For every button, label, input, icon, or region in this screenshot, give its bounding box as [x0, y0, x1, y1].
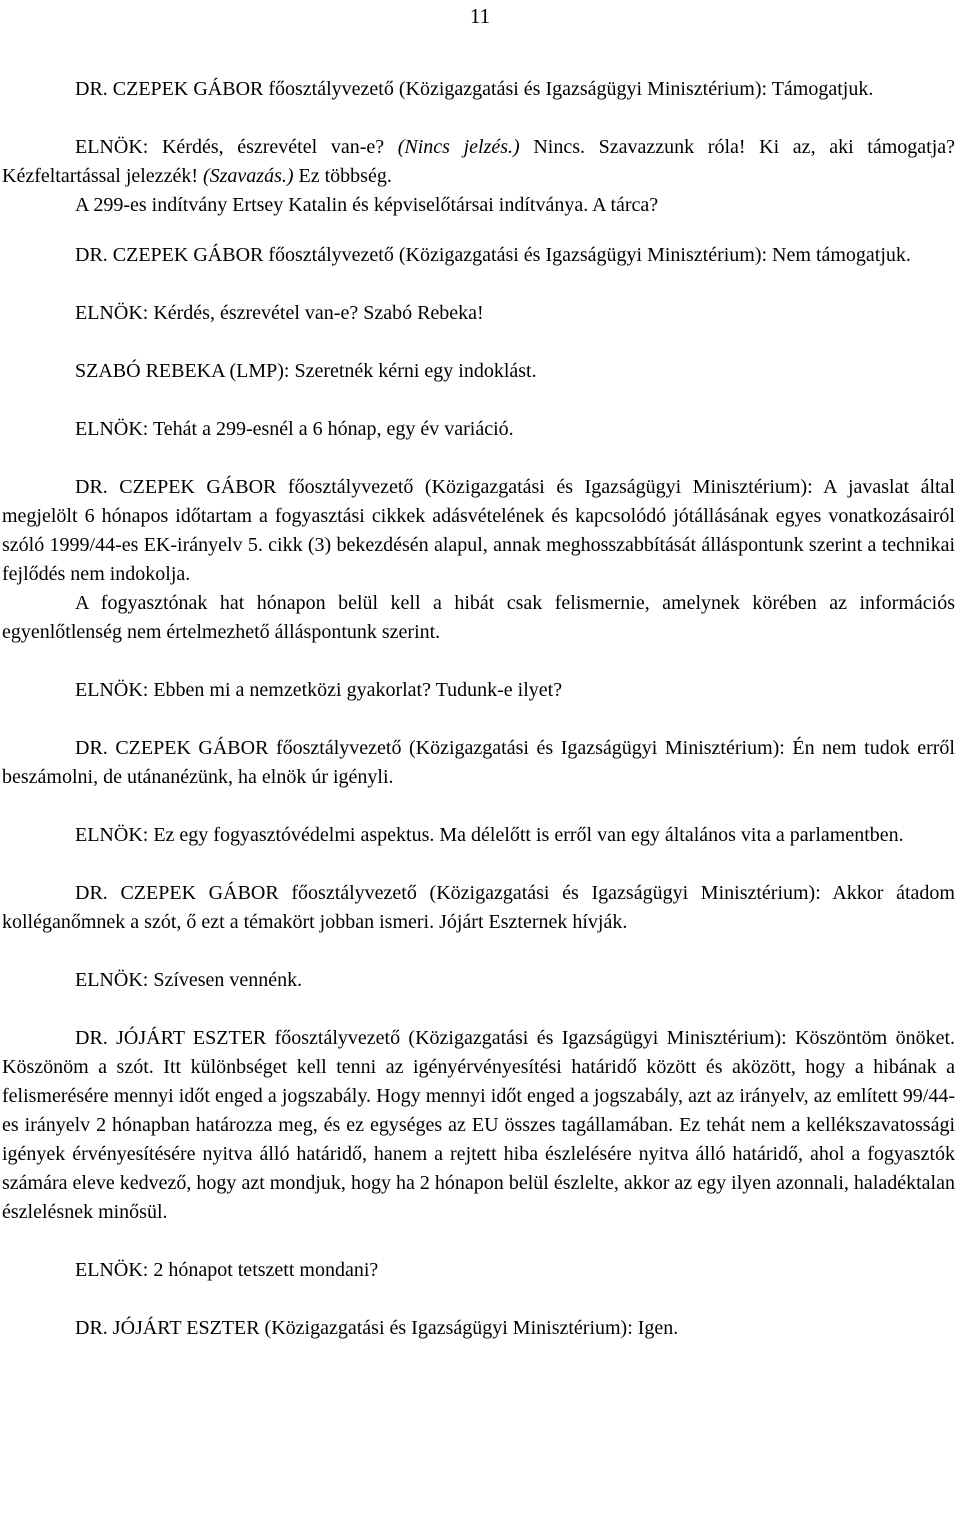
paragraph-5: ELNÖK: Kérdés, észrevétel van-e? Szabó Rebeka! [75, 302, 484, 324]
paragraph-10: ELNÖK: Ebben mi a nemzetközi gyakorlat? Tudunk-e ilyet? [75, 679, 563, 701]
paragraph-2 [2, 133, 955, 191]
paragraph-4: DR. CZEPEK GÁBOR főosztályvezető (Közigazgatási és Igazságügyi Minisztérium): Nem támogatjuk. [75, 244, 911, 266]
transcript-body [2, 75, 955, 1343]
paragraph-3: A 299-es indítvány Ertsey Katalin és képviselőtársai indítványa. A tárca? [75, 194, 659, 216]
paragraph-16: ELNÖK: 2 hónapot tetszett mondani? [75, 1259, 379, 1281]
paragraph-1: DR. CZEPEK GÁBOR főosztályvezető (Közigazgatási és Igazságügyi Minisztérium): Támogatjuk. [75, 78, 874, 100]
paragraph-8: DR. CZEPEK GÁBOR főosztályvezető (Közigazgatási és Igazságügyi Minisztérium): A javaslat által megjelölt 6 hónapos időtartam a fogyasztási cikkek adásvételének és kapcsolódó jótállásának egyes vonatkozásairól szóló 1999/44-es EK-irányelv 5. cikk (3) bekezdésén alapul, annak meghosszabbítását álláspontunk szerint a technikai fejlődés nem indokolja. [2, 476, 955, 585]
paragraph-11: DR. CZEPEK GÁBOR főosztályvezető (Közigazgatási és Igazságügyi Minisztérium): Én nem tudok erről beszámolni, de utánanézünk, ha elnök úr igényli. [2, 737, 955, 788]
paragraph-13: DR. CZEPEK GÁBOR főosztályvezető (Közigazgatási és Igazságügyi Minisztérium): Akkor átadom kolléganőmnek a szót, ő ezt a témakört jobban ismeri. Jójárt Eszternek hívják. [2, 882, 955, 933]
paragraph-17: DR. JÓJÁRT ESZTER (Közigazgatási és Igazságügyi Minisztérium): Igen. [75, 1317, 679, 1339]
paragraph-7: ELNÖK: Tehát a 299-esnél a 6 hónap, egy év variáció. [75, 418, 514, 440]
paragraph-15: DR. JÓJÁRT ESZTER főosztályvezető (Közigazgatási és Igazságügyi Minisztérium): Köszöntöm önöket. Köszönöm a szót. Itt különbséget kell tenni az igényérvényesítési határidő között és aközött, hogy a hibának a felismerésére mennyi időt enged a jogszabály. Hogy mennyi időt enged a jogszabály, azt az irányelv, az említett 99/44-es irányelv 2 hónapban határozza meg, és ez egységes az EU összes tagállamában. Ez tehát nem a kellékszavatossági igények érvényesítésére nyitva álló határidő, hanem a rejtett hiba észlelésére nyitva álló határidő, ahol a fogyasztók számára eleve kedvező, hogy azt mondjuk, hogy ha 2 hónapon belül észlelte, akkor az egy ilyen azonnali, haladéktalan észlelésnek minősül. [2, 1027, 955, 1223]
paragraph-14: ELNÖK: Szívesen vennénk. [75, 969, 303, 991]
paragraph-9: A fogyasztónak hat hónapon belül kell a hibát csak felismernie, amelynek körében az információs egyenlőtlenség nem értelmezhető álláspontunk szerint. [2, 592, 955, 643]
paragraph-2-part-3: Nincs. Szavazzunk róla! Ki az, aki támogatja? Kézfeltartással jelezzék! [2, 136, 956, 187]
paragraph-2-part-5: Ez többség. [293, 165, 392, 187]
paragraph-12: ELNÖK: Ez egy fogyasztóvédelmi aspektus. Ma délelőtt is erről van egy általános vita a parlamentben. [75, 824, 904, 846]
paragraph-2-part-4: (Szavazás.) [202, 165, 294, 187]
paragraph-2-part-2: (Nincs jelzés.) [397, 136, 520, 158]
paragraph-6: SZABÓ REBEKA (LMP): Szeretnék kérni egy indoklást. [75, 360, 537, 382]
page-number: 11 [469, 4, 491, 28]
paragraph-2-part-1: ELNÖK: Kérdés, észrevétel van-e? [75, 136, 398, 158]
